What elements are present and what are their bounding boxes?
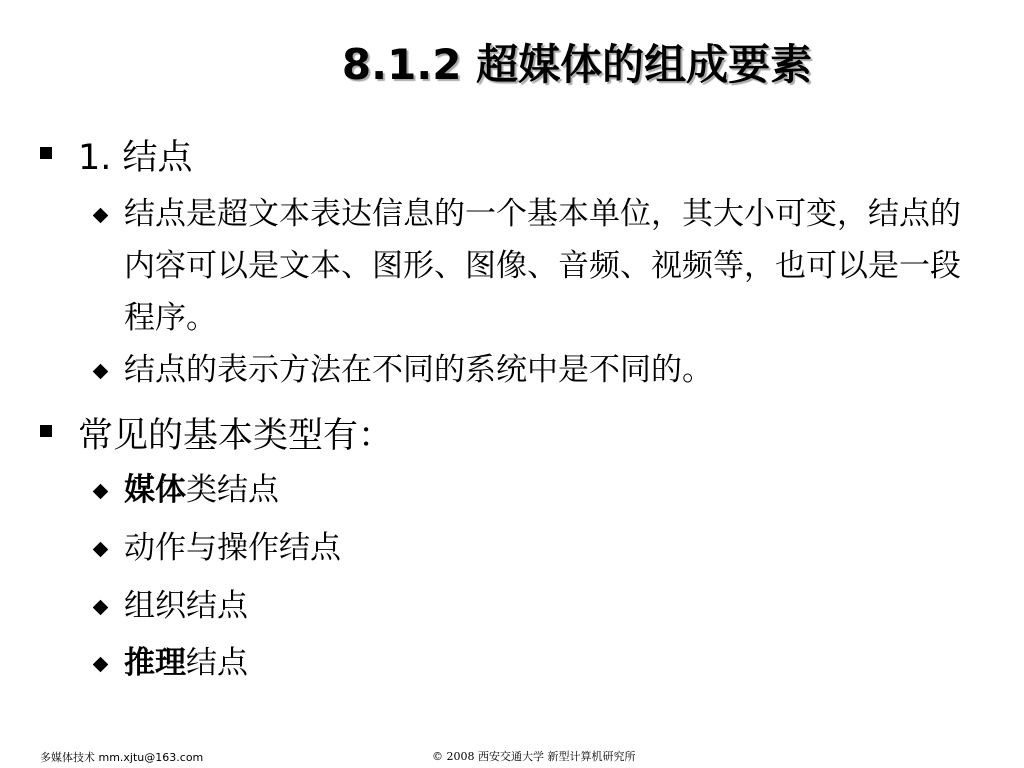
sub-bullet-bold: 媒体 [124,472,186,508]
square-bullet-icon [40,425,52,437]
sub-bullet-text: 动作与操作结点 [124,530,341,566]
sub-bullet-text: 组织结点 [124,588,248,624]
diamond-bullet-icon [93,364,109,380]
sub-bullet-text: 结点 [186,645,248,681]
footer-course-email: 多媒体技术 mm.xjtu@163.com [40,751,204,764]
footer-copyright: © 2008 西安交通大学 新型计算机研究所 [432,750,636,763]
diamond-bullet-icon [93,600,109,616]
diamond-bullet-icon [93,484,109,500]
diamond-bullet-icon [93,208,109,224]
slide-title: 8.1.2 超媒体的组成要素 [341,40,813,89]
bullet-label: 1. 结点 [78,138,193,178]
diamond-bullet-icon [93,542,109,558]
diamond-bullet-icon [93,657,109,673]
square-bullet-icon [40,147,52,159]
sub-bullet-bold: 推理 [124,645,186,681]
sub-bullet-text: 结点是超文本表达信息的一个基本单位，其大小可变，结点的内容可以是文本、图形、图像、音频、视频等，也可以是一段程序。 [124,196,961,336]
bullet-label: 常见的基本类型有： [78,416,394,456]
sub-bullet-text: 类结点 [186,472,279,508]
sub-bullet-text: 结点的表示方法在不同的系统中是不同的。 [124,352,713,388]
